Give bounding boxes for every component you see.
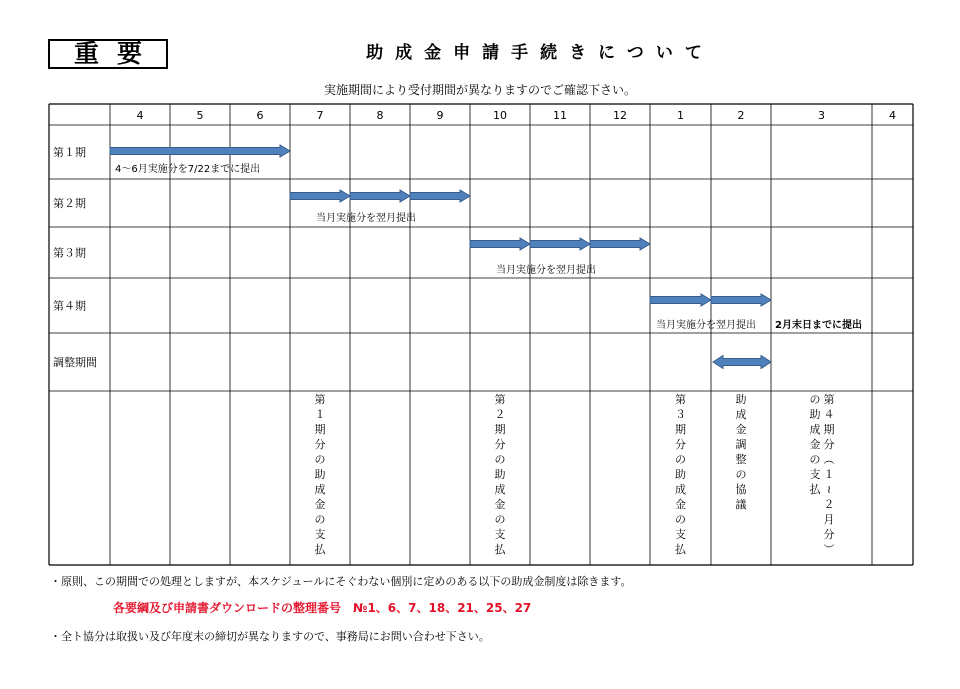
payment-text: 成 [314, 483, 326, 496]
period-label: 第４期 [53, 299, 86, 313]
payment-text: 期 [823, 423, 835, 436]
payment-text: 議 [735, 498, 747, 511]
month-header: 8 [376, 109, 384, 122]
period1-arrow [110, 145, 290, 157]
payment-text: 協 [735, 483, 747, 496]
note-contact: ・全ト協分は取扱い及び年度末の締切が異なりますので、事務局にお問い合わせ下さい。 [50, 630, 490, 643]
page-subtitle: 実施期間により受付期間が異なりますのでご確認下さい。 [323, 83, 636, 97]
period3-arrow [590, 238, 650, 250]
period3-arrow [470, 238, 530, 250]
month-header: 4 [889, 109, 896, 122]
month-header: 12 [613, 109, 627, 122]
period-caption: 当月実施分を翌月提出 [316, 213, 416, 224]
payment-text: ≀ [826, 483, 832, 496]
payment-text: 支 [809, 468, 821, 481]
payment-text: の [494, 513, 506, 526]
important-badge: 重要 [48, 39, 168, 69]
month-header: 7 [316, 109, 324, 122]
payment-text: 成 [735, 408, 747, 421]
payment-text: の [809, 453, 821, 466]
period3-arrow [530, 238, 590, 250]
payment-text: 助 [314, 468, 326, 481]
adjustment-arrow [713, 356, 771, 369]
payment-text: の [675, 453, 686, 466]
payment-text: 助 [735, 393, 747, 406]
month-header: 2 [737, 109, 745, 122]
payment-text: ︶ [823, 543, 835, 556]
period-caption: 4～6月実施分を7/22までに提出 [115, 164, 261, 175]
payment-text: １ [823, 468, 835, 481]
payment-text: 成 [675, 483, 686, 496]
period-label: 第１期 [53, 146, 86, 159]
payment-text: 金 [314, 498, 326, 511]
month-header: 5 [196, 109, 204, 122]
payment-text: 支 [675, 528, 686, 541]
period-label: 第３期 [53, 246, 86, 260]
payment-text: 助 [494, 468, 506, 481]
period-caption: 2月末日までに提出 [775, 320, 862, 331]
payment-text: の [809, 393, 821, 406]
payment-text: 金 [809, 438, 821, 451]
payment-text: 成 [809, 423, 821, 436]
payment-text: の [314, 513, 326, 526]
period4-arrow [650, 294, 711, 306]
payment-text: 払 [494, 543, 506, 556]
payment-text: 調 [735, 438, 747, 451]
page-title: 助成金申請手続きについて [366, 43, 714, 63]
payment-text: 整 [735, 453, 747, 466]
month-header: 6 [256, 109, 264, 122]
payment-text: １ [314, 408, 326, 421]
note-grant-numbers: 各要綱及び申請書ダウンロードの整理番号 №1、6、7、18、21、25、27 [113, 601, 532, 615]
payment-text: 第 [675, 393, 686, 406]
payment-text: の [735, 468, 747, 481]
month-header: 1 [677, 109, 684, 122]
payment-text: 月 [823, 513, 835, 526]
payment-text: 第 [314, 393, 326, 406]
payment-text: 分 [675, 438, 686, 451]
month-header: 9 [436, 109, 444, 122]
payment-text: 金 [675, 498, 686, 511]
month-header: 10 [493, 109, 507, 122]
payment-text: 期 [314, 423, 326, 436]
payment-text: 支 [314, 528, 326, 541]
payment-text: 期 [675, 423, 686, 436]
period-caption: 当月実施分を翌月提出 [656, 320, 756, 331]
payment-text: ２ [494, 408, 506, 421]
payment-text: ３ [675, 408, 686, 421]
month-header: 3 [818, 109, 825, 122]
payment-text: 助 [809, 408, 821, 421]
payment-text: 第 [494, 393, 506, 406]
period-caption: 当月実施分を翌月提出 [496, 265, 596, 276]
period2-arrow [290, 190, 350, 202]
payment-text: 分 [823, 528, 835, 541]
payment-text: ︵ [823, 453, 835, 466]
period2-arrow [410, 190, 470, 202]
payment-text: ４ [823, 408, 835, 421]
payment-text: の [314, 453, 326, 466]
payment-text: ２ [823, 498, 835, 511]
payment-text: 期 [494, 423, 506, 436]
payment-text: 分 [494, 438, 506, 451]
payment-text: 支 [494, 528, 506, 541]
month-header: 4 [136, 109, 144, 122]
period-label: 調整期間 [53, 356, 97, 369]
payment-text: 成 [494, 483, 506, 496]
period-label: 第２期 [53, 197, 86, 210]
period2-arrow [350, 190, 410, 202]
payment-text: 金 [494, 498, 506, 511]
note-exception: ・原則、この期間での処理としますが、本スケジュールにそぐわない個別に定めのある以下の助成金制度は除きます。 [50, 575, 632, 588]
payment-text: 払 [314, 543, 326, 556]
payment-text: 分 [314, 438, 326, 451]
payment-text: 金 [735, 423, 747, 436]
payment-text: の [494, 453, 506, 466]
period4-arrow [711, 294, 771, 306]
payment-text: 分 [823, 438, 835, 451]
payment-text: 第 [823, 393, 835, 406]
payment-text: 払 [675, 543, 686, 556]
payment-text: 払 [809, 483, 821, 496]
month-header: 11 [553, 109, 567, 122]
payment-text: の [675, 513, 686, 526]
payment-text: 助 [675, 468, 686, 481]
